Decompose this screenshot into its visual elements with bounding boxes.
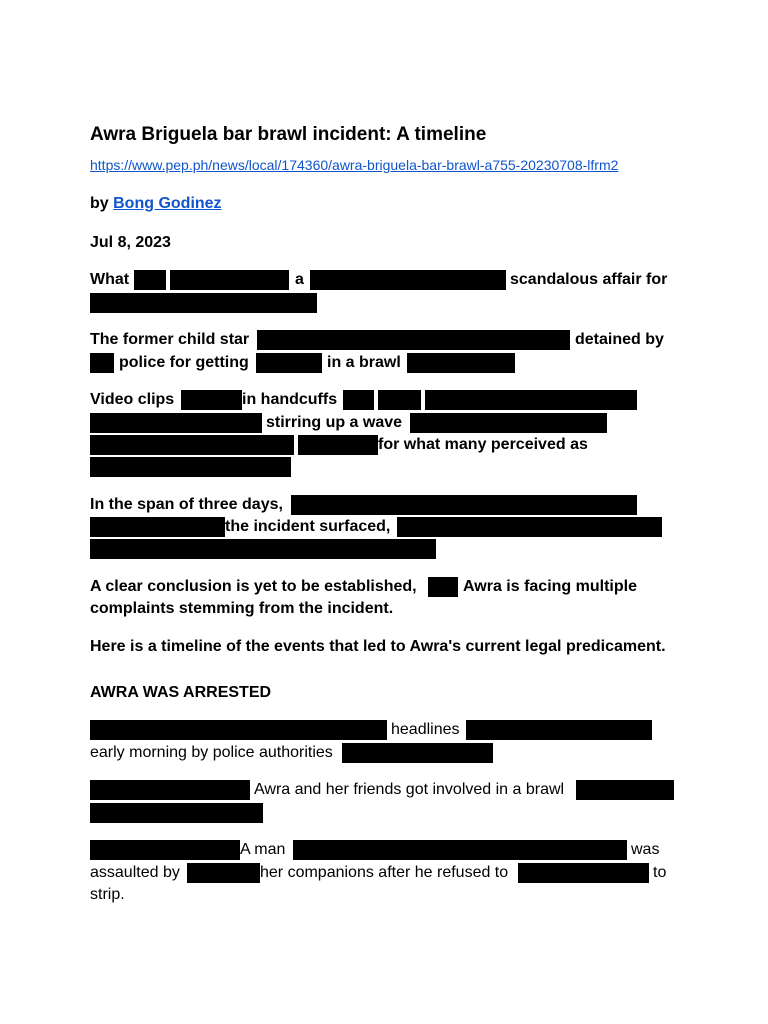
article-title: Awra Briguela bar brawl incident: A timeline: [90, 124, 487, 145]
redaction-bar: [518, 863, 649, 883]
redaction-bar: [90, 435, 294, 455]
p6-text-timeline-intro: Here is a timeline of the events that led to Awra's current legal predicament.: [90, 638, 666, 655]
redaction-bar: [170, 270, 289, 290]
p3-text-perceived: for what many perceived as: [378, 436, 588, 453]
redaction-bar: [425, 390, 637, 410]
byline-prefix: by: [90, 195, 114, 212]
redaction-bar: [90, 803, 263, 823]
redaction-bar: [342, 743, 493, 763]
p4-text-span: In the span of three days,: [90, 496, 283, 513]
redaction-bar: [310, 270, 506, 290]
redaction-bar: [256, 353, 322, 373]
s3-text-companions: her companions after he refused to: [260, 864, 509, 881]
p2-text-brawl: in a brawl: [327, 354, 401, 371]
s3-text-a-man: A man: [240, 841, 286, 858]
article-url-link[interactable]: https://www.pep.ph/news/local/174360/awra-briguela-bar-brawl-a755-20230708-lfrm2: [90, 157, 619, 173]
p5-text-complaints: complaints stemming from the incident.: [90, 600, 394, 617]
redaction-bar: [187, 863, 260, 883]
redaction-bar: [90, 517, 225, 537]
s3-text-strip: strip.: [90, 886, 125, 903]
s1-text-early-morning: early morning by police authorities: [90, 744, 333, 761]
redaction-bar: [90, 413, 262, 433]
author-link[interactable]: Bong Godinez: [113, 195, 222, 212]
redaction-bar: [466, 720, 652, 740]
redaction-bar: [293, 840, 627, 860]
s2-text-brawl: Awra and her friends got involved in a brawl: [254, 781, 565, 798]
redaction-bar: [298, 435, 378, 455]
redaction-bar: [90, 293, 317, 313]
p2-text-former: The former child star: [90, 331, 250, 348]
redaction-bar: [90, 840, 240, 860]
redaction-bar: [291, 495, 637, 515]
p5-text-conclusion: A clear conclusion is yet to be established,: [90, 578, 417, 595]
s3-text-was: was: [631, 841, 660, 858]
redaction-bar: [410, 413, 607, 433]
p1-text-scandalous: scandalous affair for: [510, 271, 668, 288]
p1-text-what: What: [90, 271, 130, 288]
byline: [90, 193, 222, 215]
redaction-bar: [90, 457, 291, 477]
s3-text-to: to: [653, 864, 667, 881]
article-date: Jul 8, 2023: [90, 234, 171, 251]
redaction-bar: [90, 720, 387, 740]
p1-text-a: a: [295, 271, 304, 288]
s3-text-assaulted: assaulted by: [90, 864, 180, 881]
redaction-bar: [181, 390, 242, 410]
redaction-bar: [397, 517, 662, 537]
section-heading: AWRA WAS ARRESTED: [90, 684, 272, 701]
redaction-bar: [90, 780, 250, 800]
p3-text-stirring: stirring up a wave: [266, 414, 403, 431]
p3-text-handcuffs: in handcuffs: [242, 391, 338, 408]
p2-text-police: police for getting: [119, 354, 249, 371]
p5-text-facing: Awra is facing multiple: [463, 578, 637, 595]
p3-text-video: Video clips: [90, 391, 175, 408]
redaction-bar: [428, 577, 458, 597]
p4-text-surfaced: the incident surfaced,: [225, 518, 391, 535]
p2-text-detained: detained by: [575, 331, 664, 348]
redaction-bar: [378, 390, 421, 410]
redaction-bar: [90, 539, 436, 559]
redaction-bar: [90, 353, 114, 373]
redaction-bar: [134, 270, 166, 290]
redaction-bar: [343, 390, 374, 410]
redaction-bar: [576, 780, 674, 800]
s1-text-headlines: headlines: [391, 721, 460, 738]
redaction-bar: [407, 353, 515, 373]
redaction-bar: [257, 330, 570, 350]
